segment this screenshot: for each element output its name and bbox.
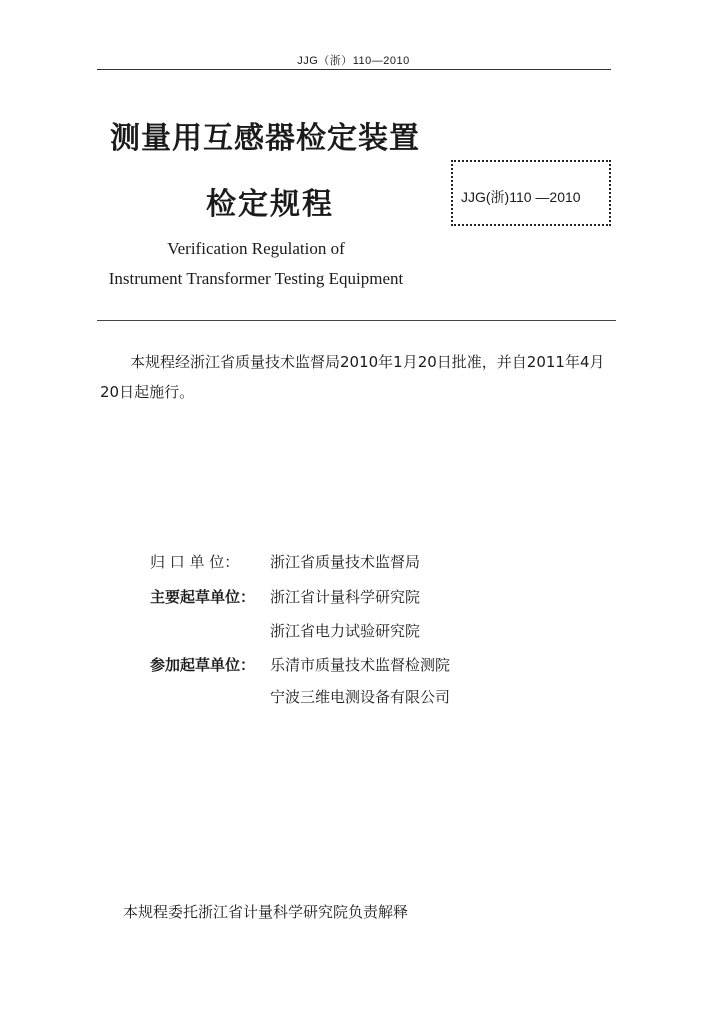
approval-statement: 本规程经浙江省质量技术监督局2010年1月20日批准，并自2011年4月20日起施行。 [100, 353, 605, 401]
english-title-line-2: Instrument Transformer Testing Equipment [108, 269, 404, 288]
running-header: JJG（浙）110—2010 [297, 55, 410, 67]
main-drafter-label: 主要起草单位： [150, 588, 256, 606]
document-subtitle: 检定规程 [206, 187, 334, 222]
interpretation-note: 本规程委托浙江省计量科学研究院负责解释 [123, 903, 409, 921]
standard-code: JJG(浙)110 —2010 [461, 189, 581, 205]
main-drafter-value-2: 浙江省电力试验研究院 [270, 622, 421, 640]
section-divider [97, 320, 616, 321]
participant-value-1: 乐清市质量技术监督检测院 [270, 656, 451, 674]
standard-code-box [451, 160, 611, 226]
header-rule [97, 69, 611, 70]
responsible-unit-label: 归 口 单 位： [150, 553, 240, 571]
participant-value-2: 宁波三维电测设备有限公司 [270, 688, 451, 706]
participant-label: 参加起草单位： [150, 656, 256, 674]
org-row-participant-2 [150, 686, 450, 707]
document-title: 测量用互感器检定装置 [110, 121, 420, 156]
english-title-line-1: Verification Regulation of [167, 239, 345, 258]
responsible-unit-value: 浙江省质量技术监督局 [270, 553, 421, 571]
org-row-responsible [150, 551, 420, 572]
main-drafter-value-1: 浙江省计量科学研究院 [270, 588, 421, 606]
org-row-main-drafter [150, 586, 420, 607]
org-row-participant [150, 654, 450, 675]
org-row-main-drafter-2 [150, 620, 420, 641]
